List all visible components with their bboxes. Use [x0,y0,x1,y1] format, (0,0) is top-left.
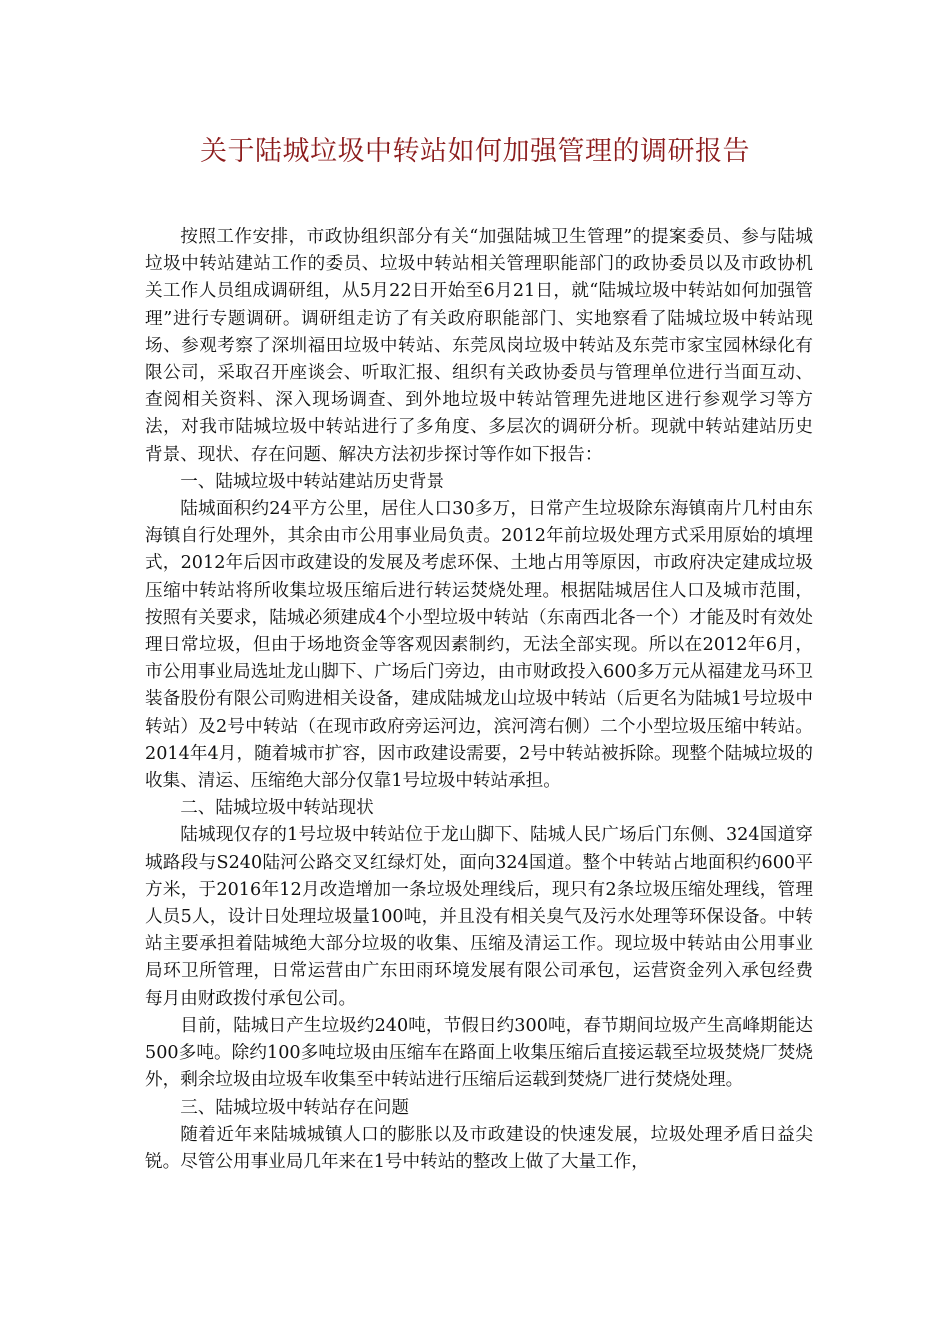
document-title: 关于陆城垃圾中转站如何加强管理的调研报告 [200,136,750,167]
status-paragraph: 陆城现仅存的1号垃圾中转站位于龙山脚下、陆城人民广场后门东侧、324国道穿城路段与S240陆河公路交叉红绿灯处，面向324国道。整个中转站占地面积约600平方米，于2016年12月改造增加一条垃圾处理线后，现只有2条垃圾压缩处理线，管理人员5人，设计日处理垃圾量100吨，并且没有相关臭气及污水处理等环保设备。中转站主要承担着陆城绝大部分垃圾的收集、压缩及清运工作。现垃圾中转站由公用事业局环卫所管理，日常运营由广东田雨环境发展有限公司承包，运营资金列入承包经费每月由财政拨付承包公司。 [145,825,813,1009]
problems-paragraph: 随着近年来陆城城镇人口的膨胀以及市政建设的快速发展，垃圾处理矛盾日益尖锐。尽管公用事业局几年来在1号中转站的整改上做了大量工作， [145,1124,813,1172]
section-heading-history: 一、陆城垃圾中转站建站历史背景 [180,471,445,492]
section-heading-problems: 三、陆城垃圾中转站存在问题 [180,1097,409,1118]
section-heading-status: 二、陆城垃圾中转站现状 [180,798,374,819]
history-paragraph: 陆城面积约24平方公里，居住人口30多万，日常产生垃圾除东海镇南片几村由东海镇自行处理外，其余由市公用事业局负责。2012年前垃圾处理方式采用原始的填埋式，2012年后因市政建设的发展及考虑环保、土地占用等原因，市政府决定建成垃圾压缩中转站将所收集垃圾压缩后进行转运焚烧处理。根据陆城居住人口及城市范围，按照有关要求，陆城必须建成4个小型垃圾中转站（东南西北各一个）才能及时有效处理日常垃圾，但由于场地资金等客观因素制约，无法全部实现。所以在2012年6月，市公用事业局选址龙山脚下、广场后门旁边，由市财政投入600多万元从福建龙马环卫装备股份有限公司购进相关设备，建成陆城龙山垃圾中转站（后更名为陆城1号垃圾中转站）及2号中转站（在现市政府旁运河边，滨河湾右侧）二个小型垃圾压缩中转站。2014年4月，随着城市扩容，因市政建设需要，2号中转站被拆除。现整个陆城垃圾的收集、清运、压缩绝大部分仅靠1号垃圾中转站承担。 [145,499,813,792]
document-body [145,224,813,1176]
intro-paragraph: 按照工作安排，市政协组织部分有关“加强陆城卫生管理”的提案委员、参与陆城垃圾中转站建站工作的委员、垃圾中转站相关管理职能部门的政协委员以及市政协机关工作人员组成调研组，从5月22日开始至6月21日，就“陆城垃圾中转站如何加强管理”进行专题调研。调研组走访了有关政府职能部门、实地察看了陆城垃圾中转站现场、参观考察了深圳福田垃圾中转站、东莞凤岗垃圾中转站及东莞市家宝园林绿化有限公司，采取召开座谈会、听取汇报、组织有关政协委员与管理单位进行当面互动、查阅相关资料、深入现场调查、到外地垃圾中转站管理先进地区进行参观学习等方法，对我市陆城垃圾中转站进行了多角度、多层次的调研分析。现就中转站建站历史背景、现状、存在问题、解决方法初步探讨等作如下报告： [145,227,813,465]
volume-paragraph: 目前，陆城日产生垃圾约240吨，节假日约300吨，春节期间垃圾产生高峰期能达500多吨。除约100多吨垃圾由压缩车在路面上收集压缩后直接运载至垃圾焚烧厂焚烧外，剩余垃圾由垃圾车收集至中转站进行压缩后运载到焚烧厂进行焚烧处理。 [145,1015,813,1091]
